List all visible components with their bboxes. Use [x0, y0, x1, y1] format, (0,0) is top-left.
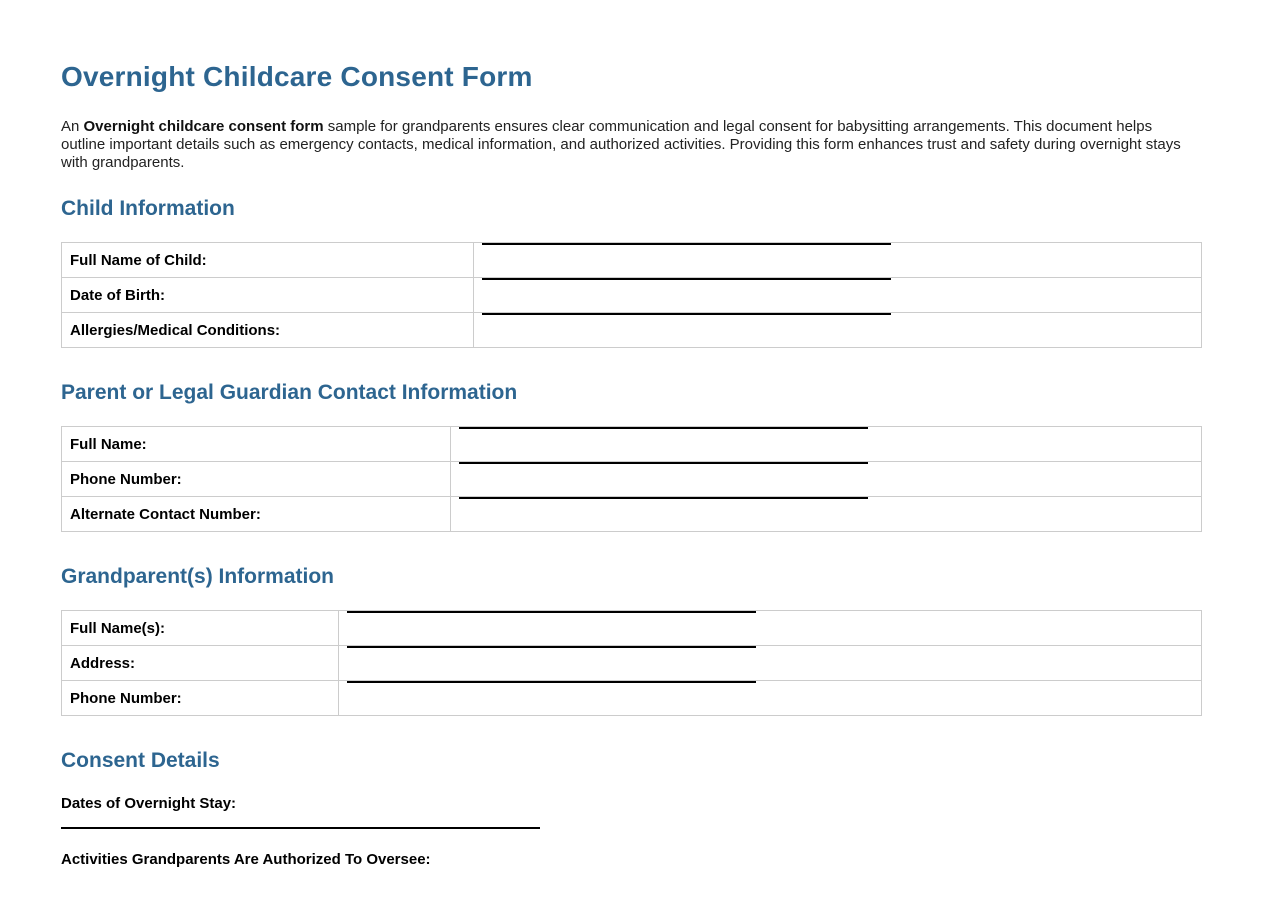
- field-value-cell: [474, 313, 1202, 348]
- table-row: [62, 278, 1202, 313]
- child-information-table: [61, 242, 1202, 348]
- grandparents-information-table: [61, 610, 1202, 716]
- field-label: Phone Number:: [62, 462, 451, 497]
- blank-write-line: [347, 681, 756, 683]
- table-row: [62, 313, 1202, 348]
- field-value-cell: [451, 462, 1202, 497]
- blank-write-line: [347, 611, 756, 613]
- table-row: [62, 681, 1202, 716]
- blank-write-line: [347, 646, 756, 648]
- section-heading-parent-guardian-contact: Parent or Legal Guardian Contact Information: [61, 381, 518, 404]
- field-label: Allergies/Medical Conditions:: [62, 313, 474, 348]
- field-label: Full Name of Child:: [62, 243, 474, 278]
- field-value-cell: [339, 611, 1202, 646]
- field-label: Full Name:: [62, 427, 451, 462]
- table-row: [62, 243, 1202, 278]
- blank-write-line: [459, 497, 868, 499]
- table-row: [62, 646, 1202, 681]
- field-label: Phone Number:: [62, 681, 339, 716]
- table-row: [62, 462, 1202, 497]
- field-value-cell: [339, 646, 1202, 681]
- blank-write-line: [482, 313, 891, 315]
- section-heading-consent-details: Consent Details: [61, 749, 220, 772]
- section-heading-grandparents-information: Grandparent(s) Information: [61, 565, 335, 588]
- field-value-cell: [451, 497, 1202, 532]
- intro-text-suffix: sample for grandparents ensures clear communication and legal consent for babysitting arrangements. This document helps outline important details such as emergency contacts, medical information, and authorized activities. Providing this form enhances trust and safety during overnight stays with grandparents.: [61, 118, 1181, 171]
- table-row: [62, 497, 1202, 532]
- table-row: [62, 611, 1202, 646]
- blank-write-line: [459, 427, 868, 429]
- field-label: Alternate Contact Number:: [62, 497, 451, 532]
- intro-bold-phrase: Overnight childcare consent form: [83, 118, 324, 135]
- intro-text-prefix: An: [61, 118, 84, 135]
- field-value-cell: [474, 243, 1202, 278]
- blank-write-line: [459, 462, 868, 464]
- intro-paragraph: [61, 118, 1189, 172]
- blank-write-line: [482, 243, 891, 245]
- section-heading-child-information: Child Information: [61, 197, 235, 220]
- field-label-dates-of-overnight-stay: Dates of Overnight Stay:: [61, 795, 237, 812]
- table-row: [62, 427, 1202, 462]
- field-label: Date of Birth:: [62, 278, 474, 313]
- blank-write-line: [61, 827, 540, 829]
- parent-guardian-contact-table: [61, 426, 1202, 532]
- blank-write-line: [482, 278, 891, 280]
- field-value-cell: [339, 681, 1202, 716]
- page-title: Overnight Childcare Consent Form: [61, 61, 533, 92]
- field-value-cell: [451, 427, 1202, 462]
- field-label: Full Name(s):: [62, 611, 339, 646]
- field-label: Address:: [62, 646, 339, 681]
- field-value-cell: [474, 278, 1202, 313]
- field-label-authorized-activities: Activities Grandparents Are Authorized To Oversee:: [61, 851, 431, 868]
- consent-form-document: [0, 61, 1263, 868]
